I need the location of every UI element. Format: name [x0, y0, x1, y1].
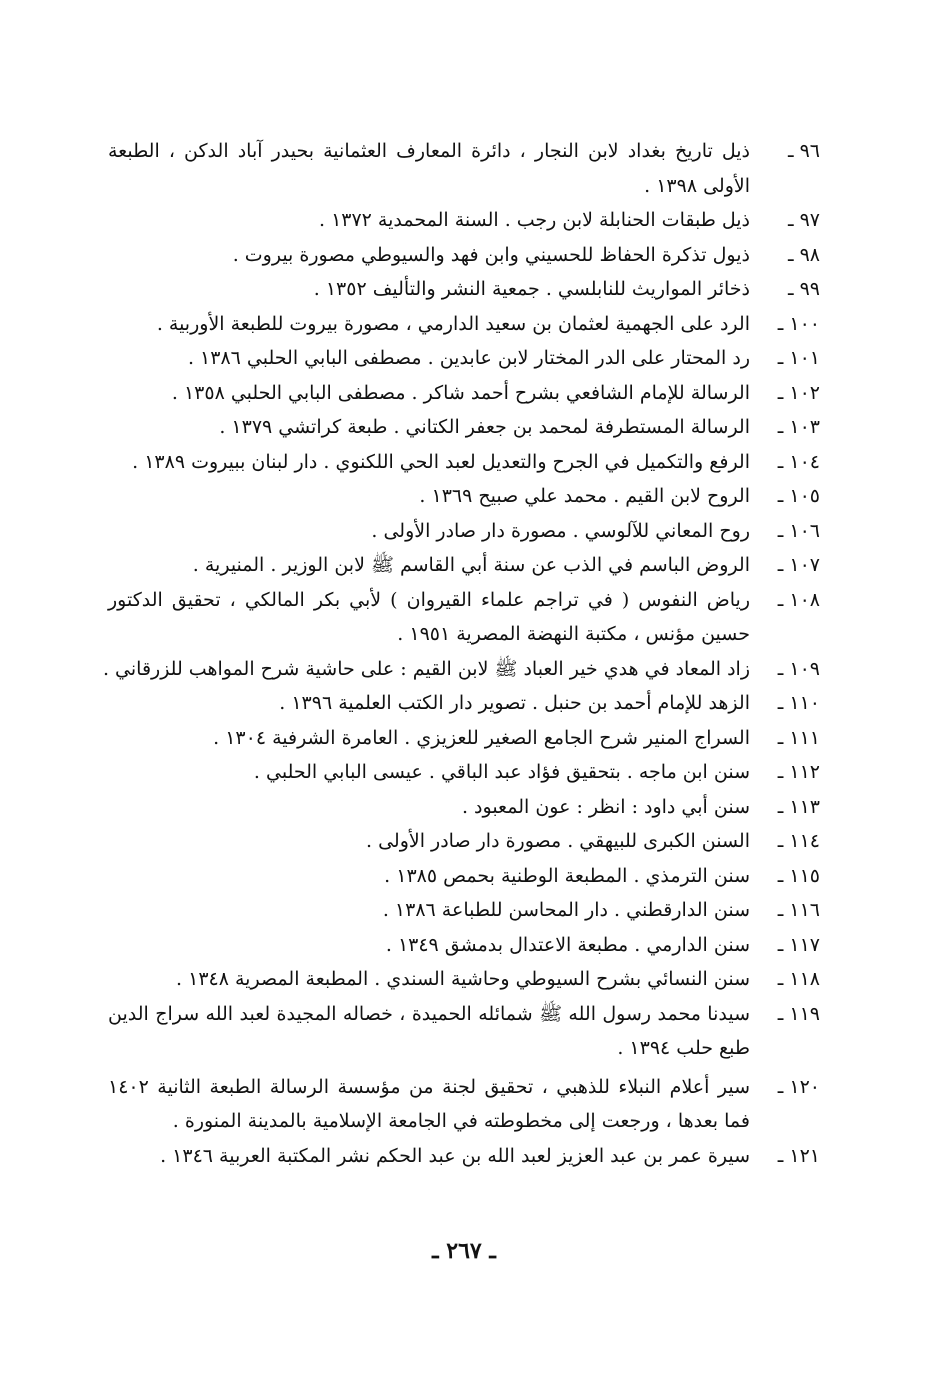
entry-number: ١٠٩ ـ — [777, 657, 820, 680]
entry-text: الروض الباسم في الذب عن سنة أبي القاسم ﷺ لابن الوزير . المنيرية . — [192, 554, 750, 576]
entry-number: ٩٦ ـ — [787, 140, 820, 162]
bibliography-entry — [108, 548, 820, 583]
entry-number: ١١٥ ـ — [777, 864, 820, 887]
entry-text: سنن ابن ماجه . بتحقيق فؤاد عبد الباقي . عيسى البابي الحلبي . — [253, 761, 750, 783]
entry-number: ١٠٥ ـ — [777, 485, 820, 507]
entry-number: ٩٩ ـ — [787, 278, 820, 300]
entry-text: الروح لابن القيم . محمد علي صبيح ١٣٦٩ . — [419, 485, 750, 507]
entry-text: رياض النفوس ( في تراجم علماء القيروان ) لأبي بكر المالكي ، تحقيق الدكتور حسين مؤنس ، مكتبة النهضة المصرية ١٩٥١ . — [108, 588, 750, 645]
entry-text: سنن النسائي بشرح السيوطي وحاشية السندي . المطبعة المصرية ١٣٤٨ . — [176, 968, 750, 990]
entry-number: ١١١ ـ — [777, 726, 820, 749]
bibliography-entry — [108, 445, 820, 480]
entry-number: ٩٧ ـ — [787, 209, 820, 231]
entry-text: سنن الترمذي . المطبعة الوطنية بحمص ١٣٨٥ . — [384, 864, 750, 887]
entry-text: الرسالة للإمام الشافعي بشرح أحمد شاكر . مصطفى البابي الحلبي ١٣٥٨ . — [171, 381, 750, 404]
entry-text: الرفع والتكميل في الجرح والتعديل لعبد الحي اللكنوي . دار لبنان ببيروت ١٣٨٩ . — [132, 450, 750, 473]
entry-number: ١١٦ ـ — [777, 899, 820, 921]
bibliography-entry — [102, 652, 820, 687]
entry-number: ١١٣ ـ — [777, 795, 820, 818]
entry-text: السراج المنير شرح الجامع الصغير للعزيزي . العامرة الشرفية ١٣٠٤ . — [213, 726, 750, 749]
entry-number: ١١٠ ـ — [777, 692, 820, 714]
entry-number: ١٠٠ ـ — [777, 312, 820, 335]
bibliography-entry — [108, 341, 820, 376]
entry-number: ١١٧ ـ — [777, 933, 820, 956]
bibliography-entry — [108, 583, 820, 652]
bibliography-entry — [108, 928, 820, 963]
entry-number: ١٠٢ ـ — [777, 381, 820, 404]
entry-number: ١١٤ ـ — [777, 830, 820, 852]
entry-text: الرسالة المستطرفة لمحمد بن جعفر الكتاني . طبعة كراتشي ١٣٧٩ . — [219, 416, 750, 438]
entry-number: ١٠١ ـ — [777, 347, 820, 369]
entry-text: سنن الدارمي . مطبعة الاعتدال بدمشق ١٣٤٩ . — [385, 933, 750, 956]
bibliography-entry — [108, 893, 820, 928]
bibliography-entry — [108, 790, 820, 825]
entry-number: ١٠٧ ـ — [777, 554, 820, 576]
bibliography-entry — [108, 962, 820, 997]
entry-text: رد المحتار على الدر المختار لابن عابدين . مصطفى البابي الحلبي ١٣٨٦ . — [187, 347, 750, 369]
entry-text: زاد المعاد في هدي خير العباد ﷺ لابن القيم : على حاشية شرح المواهب للزرقاني . — [102, 657, 750, 680]
entry-number: ١٢١ ـ — [777, 1144, 820, 1167]
entry-text: ذخائر المواريث للنابلسي . جمعية النشر والتأليف ١٣٥٢ . — [313, 278, 750, 300]
entry-text: ذيول تذكرة الحفاظ للحسيني وابن فهد والسيوطي مصورة بيروت . — [232, 243, 750, 266]
entry-text: سيدنا محمد رسول الله ﷺ شمائله الحميدة ، خصاله المجيدة لعبد الله سراج الدين طبع حلب ١٣٩٤ . — [108, 1002, 750, 1059]
entry-number: ١١٨ ـ — [777, 968, 820, 990]
entry-text: السنن الكبرى للبيهقي . مصورة دار صادر الأولى . — [366, 830, 750, 852]
bibliography-entry — [108, 755, 820, 790]
entry-text: الزهد للإمام أحمد بن حنبل . تصوير دار الكتب العلمية ١٣٩٦ . — [279, 692, 750, 714]
entry-number: ١٠٨ ـ — [777, 588, 820, 611]
bibliography-entry — [108, 238, 820, 273]
entry-number: ١١٩ ـ — [777, 1002, 820, 1025]
bibliography-entry — [108, 1070, 820, 1139]
entry-text: الرد على الجهمية لعثمان بن سعيد الدارمي ، مصورة بيروت للطبعة الأوربية . — [156, 312, 750, 335]
bibliography-entry — [108, 824, 820, 859]
entry-number: ١٠٤ ـ — [777, 450, 820, 473]
bibliography-entry — [108, 203, 820, 238]
bibliography-entry — [108, 1139, 820, 1174]
entry-number: ١١٢ ـ — [777, 761, 820, 783]
entry-number: ١٠٦ ـ — [777, 519, 820, 542]
bibliography-entry — [108, 859, 820, 894]
bibliography-entry — [108, 272, 820, 307]
entry-text: سير أعلام النبلاء للذهبي ، تحقيق لجنة من مؤسسة الرسالة الطبعة الثانية ١٤٠٢ فما بعدها ، ورجعت إلى مخطوطته في الجامعة الإسلامية بالمدينة المنورة . — [108, 1075, 750, 1132]
bibliography-entry — [108, 997, 820, 1066]
bibliography-entry — [108, 514, 820, 549]
entry-text: ذيل طبقات الحنابلة لابن رجب . السنة المحمدية ١٣٧٢ . — [318, 209, 750, 231]
entry-number: ١٢٠ ـ — [777, 1075, 820, 1098]
bibliography-entry — [108, 721, 820, 756]
bibliography-entry — [108, 307, 820, 342]
entry-text: سنن الدارقطني . دار المحاسن للطباعة ١٣٨٦ . — [382, 899, 750, 921]
entry-text: روح المعاني للآلوسي . مصورة دار صادر الأولى . — [371, 519, 750, 542]
entry-text: سيرة عمر بن عبد العزيز لعبد الله بن عبد الحكم نشر المكتبة العربية ١٣٤٦ . — [160, 1144, 750, 1167]
entry-number: ١٠٣ ـ — [777, 416, 820, 438]
bibliography-entry — [108, 410, 820, 445]
entry-text: سنن أبي داود : انظر : عون المعبود . — [461, 795, 750, 818]
bibliography-entry — [108, 134, 820, 203]
bibliography-entry — [108, 686, 820, 721]
bibliography-list — [102, 134, 820, 1173]
bibliography-entry — [108, 376, 820, 411]
bibliography-entry — [108, 479, 820, 514]
page-number: ـ ٢٦٧ ـ — [432, 1238, 496, 1264]
entry-number: ٩٨ ـ — [787, 243, 820, 266]
entry-text: ذيل تاريخ بغداد لابن النجار ، دائرة المعارف العثمانية بحيدر آباد الدكن ، الطبعة الأولى ١٣٩٨ . — [108, 140, 750, 197]
